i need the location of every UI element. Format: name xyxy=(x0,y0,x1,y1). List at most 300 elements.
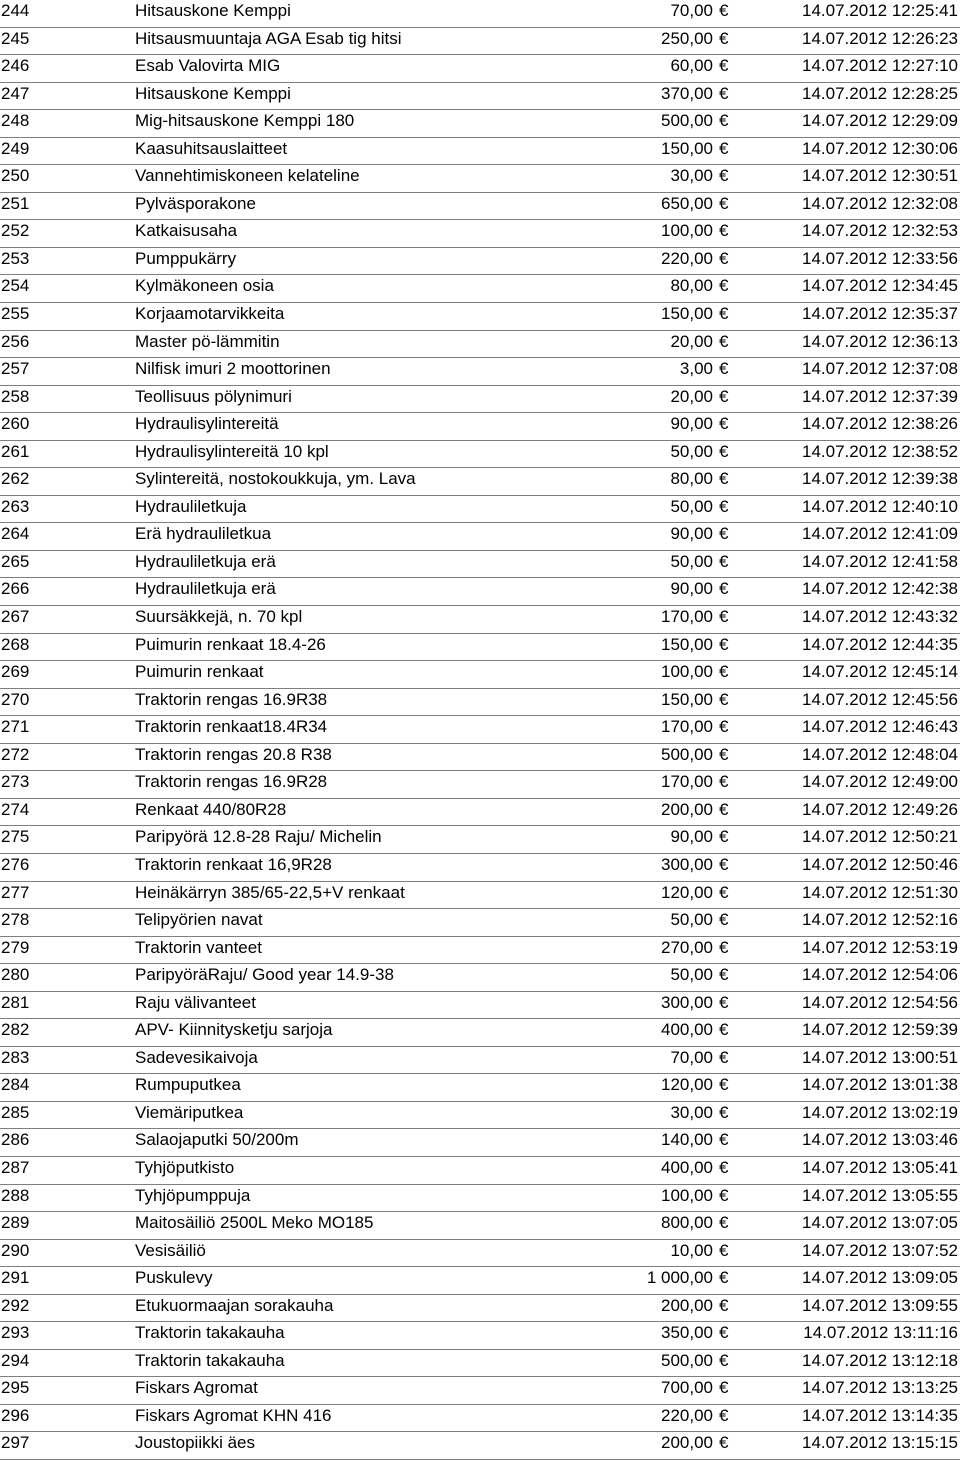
currency-symbol: € xyxy=(719,689,729,709)
item-price: 30,00 xyxy=(670,166,713,186)
item-price: 250,00 xyxy=(661,28,713,48)
bid-timestamp: 14.07.2012 12:36:13 xyxy=(802,331,958,351)
item-price: 60,00 xyxy=(670,56,713,76)
item-number: 296 xyxy=(1,1405,30,1425)
table-row xyxy=(0,1212,960,1240)
table-row xyxy=(0,248,960,276)
item-number: 277 xyxy=(1,882,30,902)
bid-timestamp: 14.07.2012 12:49:26 xyxy=(802,799,958,819)
item-price: 10,00 xyxy=(670,1240,713,1260)
item-description: Kylmäkoneen osia xyxy=(135,276,274,296)
item-price: 80,00 xyxy=(670,276,713,296)
item-description: Mig-hitsauskone Kemppi 180 xyxy=(135,111,355,131)
bid-timestamp: 14.07.2012 12:59:39 xyxy=(802,1020,958,1040)
item-number: 286 xyxy=(1,1130,30,1150)
currency-symbol: € xyxy=(719,827,729,847)
currency-symbol: € xyxy=(719,1240,729,1260)
item-number: 295 xyxy=(1,1378,30,1398)
bid-timestamp: 14.07.2012 13:07:05 xyxy=(802,1213,958,1233)
currency-symbol: € xyxy=(719,83,729,103)
item-number: 247 xyxy=(1,83,30,103)
table-row xyxy=(0,1074,960,1102)
item-description: Traktorin renkaat18.4R34 xyxy=(135,717,328,737)
item-price: 70,00 xyxy=(670,1,713,20)
table-row xyxy=(0,634,960,662)
item-price: 50,00 xyxy=(670,551,713,571)
bid-timestamp: 14.07.2012 12:30:06 xyxy=(802,138,958,158)
item-price: 100,00 xyxy=(661,221,713,241)
item-description: Teollisuus pölynimuri xyxy=(135,386,292,406)
table-row xyxy=(0,193,960,221)
currency-symbol: € xyxy=(719,772,729,792)
bid-timestamp: 14.07.2012 12:25:41 xyxy=(802,1,958,20)
currency-symbol: € xyxy=(719,1130,729,1150)
currency-symbol: € xyxy=(719,1378,729,1398)
item-description: Renkaat 440/80R28 xyxy=(135,799,287,819)
currency-symbol: € xyxy=(719,1102,729,1122)
currency-symbol: € xyxy=(719,937,729,957)
item-price: 90,00 xyxy=(670,524,713,544)
item-number: 252 xyxy=(1,221,30,241)
table-row xyxy=(0,468,960,496)
item-number: 293 xyxy=(1,1323,30,1343)
currency-symbol: € xyxy=(719,111,729,131)
table-row xyxy=(0,799,960,827)
bid-timestamp: 14.07.2012 13:12:18 xyxy=(802,1350,958,1370)
bid-timestamp: 14.07.2012 13:09:05 xyxy=(802,1268,958,1288)
table-row xyxy=(0,1350,960,1378)
item-description: Hitsauskone Kemppi xyxy=(135,83,291,103)
item-description: Erä hydrauliletkua xyxy=(135,524,272,544)
bid-timestamp: 14.07.2012 12:51:30 xyxy=(802,882,958,902)
item-description: Puimurin renkaat xyxy=(135,662,264,682)
bid-timestamp: 14.07.2012 12:33:56 xyxy=(802,248,958,268)
item-description: Hydraulisylintereitä xyxy=(135,414,279,434)
item-number: 249 xyxy=(1,138,30,158)
item-description: Puimurin renkaat 18.4-26 xyxy=(135,634,326,654)
bid-timestamp: 14.07.2012 12:30:51 xyxy=(802,166,958,186)
currency-symbol: € xyxy=(719,248,729,268)
item-price: 220,00 xyxy=(661,248,713,268)
currency-symbol: € xyxy=(719,744,729,764)
table-row xyxy=(0,110,960,138)
table-row xyxy=(0,386,960,414)
item-number: 264 xyxy=(1,524,30,544)
item-price: 220,00 xyxy=(661,1405,713,1425)
bid-timestamp: 14.07.2012 12:45:14 xyxy=(802,662,958,682)
item-price: 200,00 xyxy=(661,1295,713,1315)
currency-symbol: € xyxy=(719,221,729,241)
item-number: 255 xyxy=(1,304,30,324)
item-description: Raju välivanteet xyxy=(135,992,256,1012)
item-price: 80,00 xyxy=(670,469,713,489)
item-number: 276 xyxy=(1,854,30,874)
table-row xyxy=(0,1322,960,1350)
item-description: Rumpuputkea xyxy=(135,1075,241,1095)
currency-symbol: € xyxy=(719,1405,729,1425)
table-row xyxy=(0,992,960,1020)
item-description: Etukuormaajan sorakauha xyxy=(135,1295,334,1315)
item-description: Hydrauliletkuja erä xyxy=(135,551,276,571)
item-number: 261 xyxy=(1,441,30,461)
currency-symbol: € xyxy=(719,1213,729,1233)
item-description: Traktorin rengas 16.9R28 xyxy=(135,772,328,792)
item-number: 248 xyxy=(1,111,30,131)
item-price: 70,00 xyxy=(670,1047,713,1067)
item-description: Sadevesikaivoja xyxy=(135,1047,258,1067)
bid-timestamp: 14.07.2012 12:37:39 xyxy=(802,386,958,406)
item-price: 150,00 xyxy=(661,634,713,654)
table-row xyxy=(0,441,960,469)
item-number: 273 xyxy=(1,772,30,792)
item-price: 50,00 xyxy=(670,441,713,461)
bid-timestamp: 14.07.2012 12:43:32 xyxy=(802,607,958,627)
item-price: 170,00 xyxy=(661,717,713,737)
item-price: 500,00 xyxy=(661,744,713,764)
item-number: 282 xyxy=(1,1020,30,1040)
item-price: 50,00 xyxy=(670,965,713,985)
table-row xyxy=(0,138,960,166)
currency-symbol: € xyxy=(719,1185,729,1205)
item-number: 256 xyxy=(1,331,30,351)
bid-timestamp: 14.07.2012 12:42:38 xyxy=(802,579,958,599)
table-row xyxy=(0,854,960,882)
item-description: Traktorin takakauha xyxy=(135,1350,285,1370)
table-row xyxy=(0,165,960,193)
table-row xyxy=(0,1019,960,1047)
bid-timestamp: 14.07.2012 13:05:55 xyxy=(802,1185,958,1205)
bid-timestamp: 14.07.2012 12:46:43 xyxy=(802,717,958,737)
currency-symbol: € xyxy=(719,166,729,186)
bid-timestamp: 14.07.2012 12:52:16 xyxy=(802,910,958,930)
item-description: Joustopiikki äes xyxy=(135,1433,256,1453)
table-row xyxy=(0,964,960,992)
table-row xyxy=(0,606,960,634)
item-price: 150,00 xyxy=(661,689,713,709)
item-price: 700,00 xyxy=(661,1378,713,1398)
item-number: 244 xyxy=(1,1,30,20)
item-number: 278 xyxy=(1,910,30,930)
item-price: 370,00 xyxy=(661,83,713,103)
item-number: 275 xyxy=(1,827,30,847)
currency-symbol: € xyxy=(719,28,729,48)
table-row xyxy=(0,882,960,910)
currency-symbol: € xyxy=(719,1157,729,1177)
item-price: 400,00 xyxy=(661,1020,713,1040)
table-row xyxy=(0,1185,960,1213)
item-description: Heinäkärryn 385/65-22,5+V renkaat xyxy=(135,882,405,902)
table-row xyxy=(0,716,960,744)
item-description: Telipyörien navat xyxy=(135,910,263,930)
table-row xyxy=(0,28,960,56)
item-number: 253 xyxy=(1,248,30,268)
table-row xyxy=(0,1102,960,1130)
item-description: Hitsausmuuntaja AGA Esab tig hitsi xyxy=(135,28,402,48)
item-description: Traktorin vanteet xyxy=(135,937,262,957)
item-price: 300,00 xyxy=(661,854,713,874)
currency-symbol: € xyxy=(719,331,729,351)
bid-timestamp: 14.07.2012 12:41:09 xyxy=(802,524,958,544)
item-number: 250 xyxy=(1,166,30,186)
currency-symbol: € xyxy=(719,965,729,985)
bid-timestamp: 14.07.2012 12:26:23 xyxy=(802,28,958,48)
bid-timestamp: 14.07.2012 12:32:08 xyxy=(802,193,958,213)
bid-timestamp: 14.07.2012 12:41:58 xyxy=(802,551,958,571)
table-row xyxy=(0,275,960,303)
item-number: 270 xyxy=(1,689,30,709)
item-price: 1 000,00 xyxy=(646,1268,713,1288)
table-row xyxy=(0,771,960,799)
table-row xyxy=(0,1129,960,1157)
item-number: 265 xyxy=(1,551,30,571)
item-description: Traktorin rengas 16.9R38 xyxy=(135,689,328,709)
bid-timestamp: 14.07.2012 12:44:35 xyxy=(802,634,958,654)
currency-symbol: € xyxy=(719,910,729,930)
item-price: 170,00 xyxy=(661,607,713,627)
item-description: Traktorin rengas 20.8 R38 xyxy=(135,744,332,764)
item-price: 140,00 xyxy=(661,1130,713,1150)
item-price: 90,00 xyxy=(670,414,713,434)
currency-symbol: € xyxy=(719,193,729,213)
item-number: 285 xyxy=(1,1102,30,1122)
item-price: 400,00 xyxy=(661,1157,713,1177)
item-number: 254 xyxy=(1,276,30,296)
item-description: Kaasuhitsauslaitteet xyxy=(135,138,288,158)
bid-timestamp: 14.07.2012 12:28:25 xyxy=(802,83,958,103)
currency-symbol: € xyxy=(719,441,729,461)
table-row xyxy=(0,1377,960,1405)
item-number: 263 xyxy=(1,496,30,516)
item-description: Nilfisk imuri 2 moottorinen xyxy=(135,359,331,379)
item-description: Traktorin renkaat 16,9R28 xyxy=(135,854,332,874)
bid-timestamp: 14.07.2012 13:11:16 xyxy=(803,1323,958,1343)
item-price: 300,00 xyxy=(661,992,713,1012)
item-description: Katkaisusaha xyxy=(135,221,238,241)
item-price: 200,00 xyxy=(661,1433,713,1453)
item-number: 268 xyxy=(1,634,30,654)
item-number: 284 xyxy=(1,1075,30,1095)
currency-symbol: € xyxy=(719,1323,729,1343)
currency-symbol: € xyxy=(719,992,729,1012)
item-number: 290 xyxy=(1,1240,30,1260)
bid-timestamp: 14.07.2012 12:50:21 xyxy=(802,827,958,847)
item-price: 3,00 xyxy=(679,359,713,379)
table-row xyxy=(0,220,960,248)
item-description: APV- Kiinnitysketju sarjoja xyxy=(135,1020,333,1040)
table-row xyxy=(0,661,960,689)
currency-symbol: € xyxy=(719,717,729,737)
currency-symbol: € xyxy=(719,304,729,324)
bid-timestamp: 14.07.2012 12:54:56 xyxy=(802,992,958,1012)
item-number: 271 xyxy=(1,717,30,737)
item-description: Hydrauliletkuja erä xyxy=(135,579,276,599)
item-description: Hydrauliletkuja xyxy=(135,496,247,516)
bid-timestamp: 14.07.2012 13:01:38 xyxy=(802,1075,958,1095)
table-row xyxy=(0,1047,960,1075)
item-price: 800,00 xyxy=(661,1213,713,1233)
table-row xyxy=(0,1240,960,1268)
item-number: 258 xyxy=(1,386,30,406)
item-description: Viemäriputkea xyxy=(135,1102,244,1122)
bid-timestamp: 14.07.2012 13:07:52 xyxy=(802,1240,958,1260)
currency-symbol: € xyxy=(719,524,729,544)
table-row xyxy=(0,578,960,606)
item-price: 270,00 xyxy=(661,937,713,957)
item-number: 288 xyxy=(1,1185,30,1205)
bid-timestamp: 14.07.2012 13:14:35 xyxy=(802,1405,958,1425)
table-row xyxy=(0,937,960,965)
currency-symbol: € xyxy=(719,276,729,296)
item-description: Esab Valovirta MIG xyxy=(135,56,281,76)
bid-timestamp: 14.07.2012 12:38:52 xyxy=(802,441,958,461)
table-row xyxy=(0,1295,960,1323)
item-description: Vannehtimiskoneen kelateline xyxy=(135,166,360,186)
bid-timestamp: 14.07.2012 12:49:00 xyxy=(802,772,958,792)
bid-timestamp: 14.07.2012 12:32:53 xyxy=(802,221,958,241)
item-number: 279 xyxy=(1,937,30,957)
item-number: 251 xyxy=(1,193,30,213)
bid-timestamp: 14.07.2012 13:00:51 xyxy=(802,1047,958,1067)
item-description: ParipyöräRaju/ Good year 14.9-38 xyxy=(135,965,394,985)
table-row xyxy=(0,689,960,717)
item-price: 350,00 xyxy=(661,1323,713,1343)
item-number: 262 xyxy=(1,469,30,489)
item-number: 246 xyxy=(1,56,30,76)
item-price: 120,00 xyxy=(661,1075,713,1095)
currency-symbol: € xyxy=(719,138,729,158)
item-number: 281 xyxy=(1,992,30,1012)
currency-symbol: € xyxy=(719,1075,729,1095)
currency-symbol: € xyxy=(719,1047,729,1067)
currency-symbol: € xyxy=(719,882,729,902)
item-number: 260 xyxy=(1,414,30,434)
currency-symbol: € xyxy=(719,662,729,682)
item-description: Suursäkkejä, n. 70 kpl xyxy=(135,607,303,627)
table-row xyxy=(0,1405,960,1433)
item-price: 50,00 xyxy=(670,910,713,930)
table-row xyxy=(0,331,960,359)
currency-symbol: € xyxy=(719,359,729,379)
currency-symbol: € xyxy=(719,854,729,874)
item-price: 100,00 xyxy=(661,662,713,682)
currency-symbol: € xyxy=(719,414,729,434)
item-number: 245 xyxy=(1,28,30,48)
item-description: Pylväsporakone xyxy=(135,193,256,213)
item-number: 283 xyxy=(1,1047,30,1067)
bid-timestamp: 14.07.2012 12:40:10 xyxy=(802,496,958,516)
bid-timestamp: 14.07.2012 13:05:41 xyxy=(802,1157,958,1177)
currency-symbol: € xyxy=(719,1350,729,1370)
table-row xyxy=(0,358,960,386)
item-description: Hitsauskone Kemppi xyxy=(135,1,291,20)
bid-timestamp: 14.07.2012 12:27:10 xyxy=(802,56,958,76)
table-row xyxy=(0,826,960,854)
currency-symbol: € xyxy=(719,1295,729,1315)
bid-timestamp: 14.07.2012 12:48:04 xyxy=(802,744,958,764)
currency-symbol: € xyxy=(719,1020,729,1040)
item-price: 20,00 xyxy=(670,386,713,406)
bid-timestamp: 14.07.2012 12:50:46 xyxy=(802,854,958,874)
item-description: Pumppukärry xyxy=(135,248,237,268)
item-number: 267 xyxy=(1,607,30,627)
table-row xyxy=(0,551,960,579)
table-row xyxy=(0,523,960,551)
item-description: Puskulevy xyxy=(135,1268,213,1288)
bid-timestamp: 14.07.2012 13:13:25 xyxy=(802,1378,958,1398)
item-price: 500,00 xyxy=(661,1350,713,1370)
table-row xyxy=(0,1267,960,1295)
currency-symbol: € xyxy=(719,1433,729,1453)
item-description: Hydraulisylintereitä 10 kpl xyxy=(135,441,329,461)
item-price: 150,00 xyxy=(661,304,713,324)
item-description: Maitosäiliö 2500L Meko MO185 xyxy=(135,1213,374,1233)
item-description: Fiskars Agromat xyxy=(135,1378,258,1398)
item-price: 170,00 xyxy=(661,772,713,792)
item-number: 274 xyxy=(1,799,30,819)
item-price: 50,00 xyxy=(670,496,713,516)
item-number: 287 xyxy=(1,1157,30,1177)
item-description: Korjaamotarvikkeita xyxy=(135,304,285,324)
currency-symbol: € xyxy=(719,56,729,76)
table-row xyxy=(0,0,960,28)
bid-timestamp: 14.07.2012 13:15:15 xyxy=(802,1433,958,1453)
item-price: 20,00 xyxy=(670,331,713,351)
currency-symbol: € xyxy=(719,579,729,599)
item-price: 200,00 xyxy=(661,799,713,819)
item-number: 257 xyxy=(1,359,30,379)
item-description: Master pö-lämmitin xyxy=(135,331,280,351)
item-number: 269 xyxy=(1,662,30,682)
item-description: Salaojaputki 50/200m xyxy=(135,1130,299,1150)
item-price: 120,00 xyxy=(661,882,713,902)
bid-timestamp: 14.07.2012 13:09:55 xyxy=(802,1295,958,1315)
item-description: Vesisäiliö xyxy=(135,1240,206,1260)
item-description: Sylintereitä, nostokoukkuja, ym. Lava xyxy=(135,469,416,489)
currency-symbol: € xyxy=(719,607,729,627)
currency-symbol: € xyxy=(719,1,729,20)
item-price: 500,00 xyxy=(661,111,713,131)
item-price: 30,00 xyxy=(670,1102,713,1122)
bid-timestamp: 14.07.2012 12:39:38 xyxy=(802,469,958,489)
table-row xyxy=(0,1432,960,1460)
table-row xyxy=(0,413,960,441)
item-number: 292 xyxy=(1,1295,30,1315)
table-row xyxy=(0,303,960,331)
item-description: Paripyörä 12.8-28 Raju/ Michelin xyxy=(135,827,382,847)
table-row xyxy=(0,55,960,83)
item-price: 90,00 xyxy=(670,827,713,847)
item-number: 266 xyxy=(1,579,30,599)
item-price: 650,00 xyxy=(661,193,713,213)
currency-symbol: € xyxy=(719,469,729,489)
table-row xyxy=(0,1157,960,1185)
table-row xyxy=(0,744,960,772)
currency-symbol: € xyxy=(719,496,729,516)
bid-timestamp: 14.07.2012 12:53:19 xyxy=(802,937,958,957)
currency-symbol: € xyxy=(719,551,729,571)
item-price: 100,00 xyxy=(661,1185,713,1205)
table-row xyxy=(0,83,960,111)
bid-timestamp: 14.07.2012 12:54:06 xyxy=(802,965,958,985)
item-description: Tyhjöpumppuja xyxy=(135,1185,251,1205)
currency-symbol: € xyxy=(719,1268,729,1288)
bid-timestamp: 14.07.2012 12:35:37 xyxy=(802,304,958,324)
bid-timestamp: 14.07.2012 12:45:56 xyxy=(802,689,958,709)
item-number: 289 xyxy=(1,1213,30,1233)
item-description: Traktorin takakauha xyxy=(135,1323,285,1343)
item-description: Fiskars Agromat KHN 416 xyxy=(135,1405,332,1425)
table-row xyxy=(0,496,960,524)
